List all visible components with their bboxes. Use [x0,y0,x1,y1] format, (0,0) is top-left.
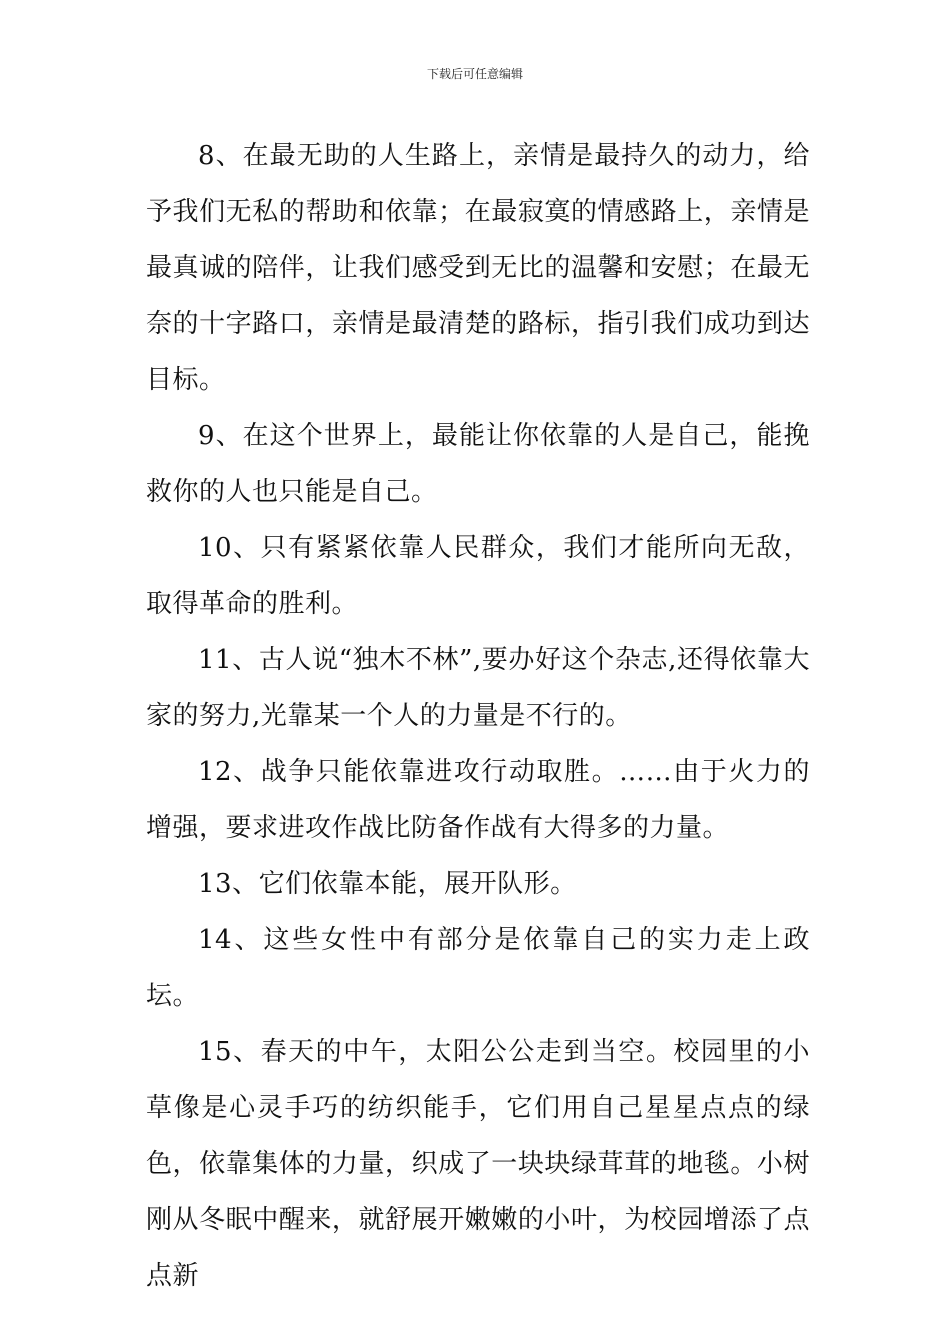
paragraph-14: 14、这些女性中有部分是依靠自己的实力走上政坛。 [146,925,810,1011]
document-body [146,128,810,1304]
paragraph-13: 13、它们依靠本能，展开队形。 [198,869,577,899]
paragraph-15: 15、春天的中午，太阳公公走到当空。校园里的小草像是心灵手巧的纺织能手，它们用自己星星点点的绿色，依靠集体的力量，织成了一块块绿茸茸的地毯。小树刚从冬眠中醒来，就舒展开嫩嫩的小叶，为校园增添了点点新 [146,1037,810,1291]
paragraph-10: 10、只有紧紧依靠人民群众，我们才能所向无敌，取得革命的胜利。 [146,533,810,619]
paragraph-9: 9、在这个世界上，最能让你依靠的人是自己，能挽救你的人也只能是自己。 [146,421,810,507]
paragraph-12: 12、战争只能依靠进攻行动取胜。……由于火力的增强，要求进攻作战比防备作战有大得多的力量。 [146,757,810,843]
paragraph-11: 11、古人说“独木不林”,要办好这个杂志,还得依靠大家的努力,光靠某一个人的力量是不行的。 [146,645,810,731]
page-header-note: 下载后可任意编辑 [426,67,523,81]
paragraph-8: 8、在最无助的人生路上，亲情是最持久的动力，给予我们无私的帮助和依靠；在最寂寞的情感路上，亲情是最真诚的陪伴，让我们感受到无比的温馨和安慰；在最无奈的十字路口，亲情是最清楚的路标，指引我们成功到达目标。 [146,141,810,395]
